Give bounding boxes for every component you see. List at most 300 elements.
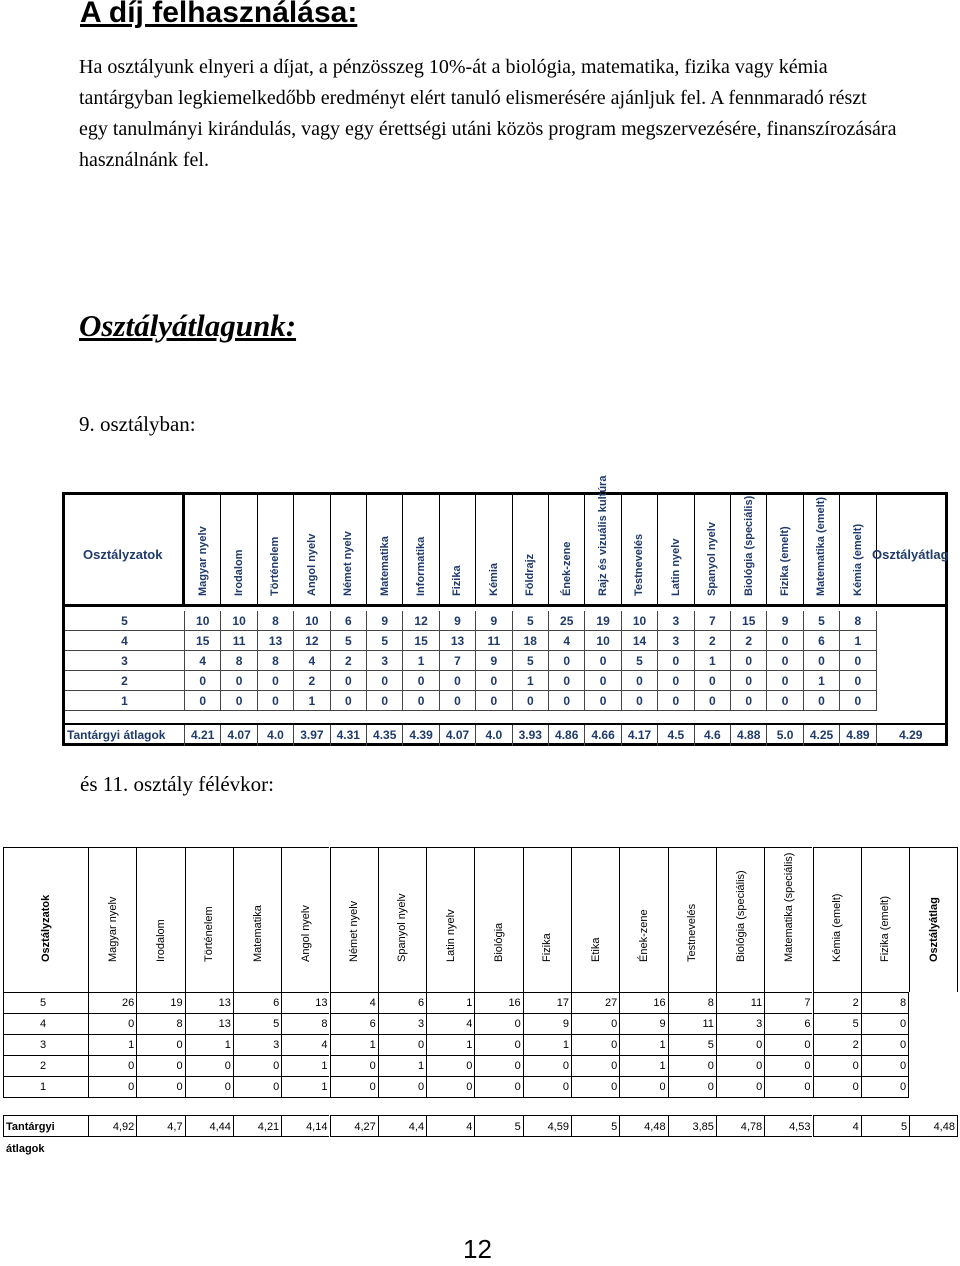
t2-subject-label: Fizika (emelt) [879,895,892,962]
t2-value-cell: 6 [233,992,281,1013]
t1-subject-header [294,495,330,604]
t1-grade-row [65,671,877,691]
t2-subject-average: 4 [813,1115,861,1137]
t1-value-cell: 0 [695,671,731,691]
t1-value-cell: 1 [695,651,731,671]
t2-subject-header [136,847,184,992]
t2-subject-average: 4,27 [330,1115,378,1137]
t1-subject-header [476,495,512,604]
t2-subject-label: Matematika [251,905,264,962]
t1-value-cell: 10 [221,611,257,631]
t2-value-cell: 0 [764,1034,812,1055]
t2-subject-header [330,847,378,992]
t2-subject-label: Biológia [493,922,506,962]
t2-value-cell: 0 [764,1076,812,1097]
t1-subject-header [731,495,767,604]
t2-value-cell: 0 [523,1055,571,1076]
t2-value-cell: 0 [474,1076,522,1097]
t2-subject-label: Irodalom [154,919,167,962]
t2-subject-label: Magyar nyelv [106,896,119,962]
t2-subject-header [233,847,281,992]
t2-value-cell: 11 [668,1013,716,1034]
t2-subject-header [668,847,716,992]
t2-value-cell: 0 [861,1055,909,1076]
t2-value-cell: 4 [330,992,378,1013]
t1-value-cell: 2 [695,631,731,651]
t1-subject-label: Kémia [487,562,500,596]
t1-value-cell: 1 [840,631,876,651]
t2-value-cell: 2 [813,992,861,1013]
t2-grade-cell: 5 [3,992,88,1013]
t2-value-cell: 0 [764,1055,812,1076]
page-heading: A díj felhasználása: [80,0,358,29]
t1-value-cell: 5 [513,611,549,631]
t2-row-header: Osztályzatok [40,894,52,962]
grade-table-11 [3,847,958,1155]
t1-subject-label: Fizika (emelt) [779,526,792,596]
t1-value-cell: 10 [622,611,658,631]
t2-value-cell: 13 [281,992,329,1013]
t1-subject-label: Német nyelv [342,531,355,596]
t1-value-cell: 19 [585,611,621,631]
t1-value-cell: 0 [403,691,439,711]
t1-value-cell: 2 [731,631,767,651]
t2-subject-header [88,847,136,992]
t1-value-cell: 5 [367,631,403,651]
t1-value-cell: 9 [476,651,512,671]
t2-value-cell: 4 [426,1013,474,1034]
t1-subject-label: Irodalom [233,549,246,596]
t2-value-cell: 16 [619,992,667,1013]
t1-avg-header: Osztályátlag [872,547,949,562]
page-number: 12 [463,1234,492,1264]
t2-value-cell: 0 [378,1034,426,1055]
t1-value-cell: 0 [549,691,585,711]
t2-value-cell: 0 [861,1034,909,1055]
t1-value-cell: 15 [731,611,767,631]
t2-value-cell: 0 [474,1055,522,1076]
t1-value-cell: 0 [695,691,731,711]
t2-value-cell: 8 [668,992,716,1013]
t1-value-cell: 0 [731,651,767,671]
t1-subject-label: Matematika (emelt) [815,496,828,596]
t2-subject-average: 4,7 [136,1115,184,1137]
t2-grid-bottom-line [3,1097,909,1098]
t2-subject-label: Etika [589,937,602,962]
t1-value-cell: 8 [840,611,876,631]
t1-value-cell: 0 [622,671,658,691]
t2-subject-average: 4,53 [764,1115,812,1137]
t1-subject-label: Magyar nyelv [196,526,209,596]
t2-subject-label: Ének-zene [637,909,650,962]
t1-value-cell: 0 [840,651,876,671]
t2-subject-label: Spanyol nyelv [396,893,409,962]
t2-subject-label: Német nyelv [348,900,361,962]
t2-value-cell: 6 [330,1013,378,1034]
t1-subject-label: Latin nyelv [669,538,682,596]
t2-subject-header [764,847,812,992]
t1-subject-header [440,495,476,604]
t2-value-cell: 0 [378,1076,426,1097]
section-title: Osztályátlagunk: [79,308,297,343]
t2-value-cell: 2 [813,1034,861,1055]
t1-footer-row [65,723,945,746]
t1-subject-label: Informatika [415,536,428,596]
t1-subject-average: 4.21 [185,725,221,746]
t2-subject-average: 4,21 [233,1115,281,1137]
t1-value-cell: 5 [622,651,658,671]
t1-footer-label: Tantárgyi átlagok [65,725,185,746]
t1-value-cell: 0 [476,691,512,711]
t1-value-cell: 0 [767,671,803,691]
t2-value-cell: 0 [88,1076,136,1097]
t2-value-cell: 0 [861,1076,909,1097]
t2-value-cell: 17 [523,992,571,1013]
t2-grade-cell: 2 [3,1055,88,1076]
t1-value-cell: 0 [367,691,403,711]
t2-value-cell: 0 [185,1055,233,1076]
t2-value-cell: 1 [523,1034,571,1055]
t1-subject-header [513,495,549,604]
t1-grade-row [65,611,877,631]
t1-value-cell: 0 [221,671,257,691]
grade-table-9 [62,475,949,746]
t2-value-cell: 0 [426,1076,474,1097]
t2-value-cell: 13 [185,992,233,1013]
t1-subject-header [658,495,694,604]
t1-subject-label: Testnevelés [633,533,646,596]
t1-grade-cell: 4 [65,631,185,651]
t2-subject-average: 5 [474,1115,522,1137]
t2-subject-average: 3,85 [668,1115,716,1137]
t1-subject-average: 4.07 [221,725,257,746]
t1-subject-header [221,495,257,604]
t1-value-cell: 0 [585,671,621,691]
t1-value-cell: 3 [658,631,694,651]
t1-subject-label: Rajz és vizuális kultúra [597,475,610,596]
t1-subject-header [695,495,731,604]
t1-subject-header [622,495,658,604]
t1-value-cell: 0 [331,671,367,691]
t1-value-cell: 15 [403,631,439,651]
t2-subject-header [571,847,619,992]
t1-subject-average: 4.66 [585,725,621,746]
t2-class-average: 4,48 [909,1115,958,1137]
t2-grade-cell: 3 [3,1034,88,1055]
t2-subject-label: Testnevelés [686,903,699,962]
t1-value-cell: 9 [367,611,403,631]
t1-value-cell: 0 [731,691,767,711]
t1-value-cell: 3 [658,611,694,631]
t1-value-cell: 4 [185,651,221,671]
t2-value-cell: 1 [426,992,474,1013]
t1-subject-header [585,475,621,604]
t1-grade-row [65,651,877,671]
t1-subject-average: 4.89 [840,725,876,746]
t2-value-cell: 1 [619,1034,667,1055]
t2-value-cell: 0 [233,1055,281,1076]
t1-value-cell: 0 [403,671,439,691]
t1-value-cell: 2 [331,651,367,671]
t2-value-cell: 1 [330,1034,378,1055]
t2-value-cell: 0 [330,1076,378,1097]
t2-value-cell: 9 [523,1013,571,1034]
t1-value-cell: 12 [403,611,439,631]
t1-value-cell: 13 [258,631,294,651]
t2-subject-average: 4,59 [523,1115,571,1137]
t2-subject-header [523,847,571,992]
t2-avg-header-cell [909,847,958,992]
t1-subject-label: Történelem [269,536,282,596]
t2-value-cell: 0 [474,1013,522,1034]
t1-value-cell: 0 [258,691,294,711]
t1-value-cell: 0 [658,691,694,711]
t2-subject-label: Fizika [541,933,554,962]
t2-value-cell: 3 [233,1034,281,1055]
t1-subject-average: 4.88 [731,725,767,746]
t2-subject-average: 4,44 [185,1115,233,1137]
t1-value-cell: 5 [804,611,840,631]
t1-value-cell: 10 [585,631,621,651]
t1-value-cell: 6 [804,631,840,651]
t1-subject-average: 4.5 [658,725,694,746]
t2-value-cell: 0 [185,1076,233,1097]
t1-value-cell: 13 [440,631,476,651]
t2-value-cell: 27 [571,992,619,1013]
t1-value-cell: 0 [840,671,876,691]
t1-grade-cell: 5 [65,611,185,631]
t1-value-cell: 6 [331,611,367,631]
t1-value-cell: 12 [294,631,330,651]
t1-value-cell: 1 [294,691,330,711]
t1-value-cell: 8 [221,651,257,671]
t1-value-cell: 0 [513,691,549,711]
t2-value-cell: 19 [136,992,184,1013]
t1-value-cell: 4 [294,651,330,671]
t2-subject-label: Matematika (speciális) [782,852,795,962]
t1-subject-label: Biológia (speciális) [742,495,755,596]
t1-value-cell: 0 [585,691,621,711]
t2-subject-average: 4 [426,1115,474,1137]
t2-value-cell: 0 [668,1055,716,1076]
t1-value-cell: 0 [804,651,840,671]
t2-subject-header [185,847,233,992]
t1-class-average: 4.29 [899,728,923,742]
t2-value-cell: 3 [716,1013,764,1034]
t2-subject-average: 4,78 [716,1115,764,1137]
t2-value-cell: 16 [474,992,522,1013]
t2-subject-header [716,847,764,992]
t1-value-cell: 0 [658,671,694,691]
t1-subject-header [331,495,367,604]
t1-value-cell: 1 [403,651,439,671]
t1-subject-label: Földrajz [524,553,537,596]
t2-value-cell: 0 [619,1076,667,1097]
t2-subject-header [861,847,909,992]
t1-value-cell: 11 [221,631,257,651]
t2-value-cell: 0 [136,1076,184,1097]
t1-grade-cell: 2 [65,671,185,691]
t2-value-cell: 3 [378,1013,426,1034]
t1-subject-header [258,495,294,604]
t1-value-cell: 2 [294,671,330,691]
t1-value-cell: 0 [331,691,367,711]
t1-subject-header [367,495,403,604]
t2-value-cell: 0 [136,1034,184,1055]
t2-subject-average: 4,14 [281,1115,329,1137]
class11-label: és 11. osztály félévkor: [80,772,274,796]
t1-subject-header [767,495,803,604]
t2-value-cell: 0 [813,1076,861,1097]
t2-value-cell: 6 [764,1013,812,1034]
t2-value-cell: 0 [571,1013,619,1034]
t2-subject-label: Kémia (emelt) [831,893,844,962]
t2-value-cell: 0 [571,1055,619,1076]
t2-subject-header [426,847,474,992]
t1-subject-label: Spanyol nyelv [706,522,719,596]
t2-value-cell: 7 [764,992,812,1013]
t1-header-row [65,475,949,607]
t2-subject-average: 4,48 [619,1115,667,1137]
t1-value-cell: 0 [840,691,876,711]
t1-value-cell: 0 [767,691,803,711]
t1-subject-average: 3.93 [513,725,549,746]
t1-value-cell: 0 [440,671,476,691]
t2-value-cell: 8 [861,992,909,1013]
t2-subject-average: 4,4 [378,1115,426,1137]
t2-value-cell: 0 [474,1034,522,1055]
t1-subject-average: 4.31 [331,725,367,746]
t1-subject-average: 4.6 [695,725,731,746]
t1-value-cell: 4 [549,631,585,651]
t2-value-cell: 1 [619,1055,667,1076]
t2-subject-header [813,847,861,992]
t1-value-cell: 0 [585,651,621,671]
t1-value-cell: 9 [767,611,803,631]
t1-value-cell: 5 [513,651,549,671]
t1-value-cell: 0 [185,671,221,691]
t1-value-cell: 0 [258,671,294,691]
t1-value-cell: 5 [331,631,367,651]
t2-value-cell: 1 [88,1034,136,1055]
t2-subject-header [378,847,426,992]
t1-subject-label: Ének-zene [560,541,573,596]
t2-value-cell: 0 [330,1055,378,1076]
t1-subject-average: 4.35 [367,725,403,746]
t1-value-cell: 18 [513,631,549,651]
t2-value-cell: 26 [88,992,136,1013]
t1-value-cell: 14 [622,631,658,651]
t1-subject-label: Matematika [378,536,391,596]
t2-subject-average: 5 [571,1115,619,1137]
t1-grade-cell: 1 [65,691,185,711]
t1-value-cell: 0 [476,671,512,691]
t2-value-cell: 0 [716,1076,764,1097]
t1-value-cell: 3 [367,651,403,671]
t1-value-cell: 0 [185,691,221,711]
t2-value-cell: 0 [571,1076,619,1097]
t2-value-cell: 0 [136,1055,184,1076]
t1-row-header: Osztályzatok [83,547,163,562]
t1-value-cell: 0 [731,671,767,691]
t1-subject-label: Kémia (emelt) [851,523,864,596]
t1-subject-average: 4.25 [804,725,840,746]
t1-subject-average: 5.0 [767,725,803,746]
t2-subject-average: 5 [861,1115,909,1137]
t2-value-cell: 5 [668,1034,716,1055]
t2-value-cell: 0 [233,1076,281,1097]
t2-value-cell: 0 [571,1034,619,1055]
t1-subject-header [549,495,585,604]
t1-value-cell: 0 [549,671,585,691]
t2-subject-label: Latin nyelv [444,909,457,962]
t1-value-cell: 0 [804,691,840,711]
t1-value-cell: 1 [513,671,549,691]
t2-grade-cell: 4 [3,1013,88,1034]
t1-value-cell: 9 [440,611,476,631]
t1-subject-average: 4.0 [476,725,512,746]
t2-footer-label: Tantárgyi átlagok [3,1115,88,1137]
t2-subject-label: Biológia (speciális) [734,870,747,962]
t1-value-cell: 0 [622,691,658,711]
t1-value-cell: 0 [367,671,403,691]
t2-grade-cell: 1 [3,1076,88,1097]
t2-value-cell: 1 [185,1034,233,1055]
t2-subject-label: Történelem [203,906,216,962]
t1-subject-label: Fizika [451,565,464,596]
t2-subject-label: Angol nyelv [299,905,312,962]
t1-grade-row [65,631,877,651]
intro-paragraph: Ha osztályunk elnyeri a díjat, a pénzösszeg 10%-át a biológia, matematika, fizika vagy kémia tantárgyban legkiemelkedőbb eredményt elért tanuló elismerésére ajánljuk fel. A fennmaradó részt egy tanulmányi kirándulás, vagy egy érettségi utáni közös program megszervezésére, finanszírozására használnánk fel. [79,56,897,171]
t1-avg-header-cell [867,495,948,607]
t1-value-cell: 10 [185,611,221,631]
t1-value-cell: 8 [258,651,294,671]
t2-value-cell: 0 [861,1013,909,1034]
t2-value-cell: 1 [281,1076,329,1097]
t1-subject-label: Angol nyelv [305,533,318,596]
t1-value-cell: 0 [767,651,803,671]
t2-value-cell: 11 [716,992,764,1013]
t2-subject-header [474,847,522,992]
t2-value-cell: 0 [88,1013,136,1034]
t2-value-cell: 5 [233,1013,281,1034]
t2-value-cell: 4 [281,1034,329,1055]
t1-value-cell: 7 [695,611,731,631]
t2-avg-header: Osztályátlag [927,897,940,962]
t2-subject-header [619,847,667,992]
t1-value-cell: 0 [658,651,694,671]
t2-value-cell: 0 [813,1055,861,1076]
t1-value-cell: 0 [440,691,476,711]
t2-value-cell: 6 [378,992,426,1013]
t1-value-cell: 11 [476,631,512,651]
t1-value-cell: 8 [258,611,294,631]
t2-value-cell: 13 [185,1013,233,1034]
t1-subject-average: 4.0 [258,725,294,746]
t2-value-cell: 0 [716,1055,764,1076]
t2-value-cell: 0 [523,1076,571,1097]
t1-value-cell: 0 [767,631,803,651]
t1-subject-header [185,495,221,604]
t1-subject-header [804,495,840,604]
t2-value-cell: 8 [281,1013,329,1034]
t1-subject-average: 3.97 [294,725,330,746]
t1-value-cell: 25 [549,611,585,631]
t1-grade-row [65,691,877,711]
t1-subject-header [403,495,439,604]
t2-value-cell: 0 [88,1055,136,1076]
t1-subject-average: 4.86 [549,725,585,746]
